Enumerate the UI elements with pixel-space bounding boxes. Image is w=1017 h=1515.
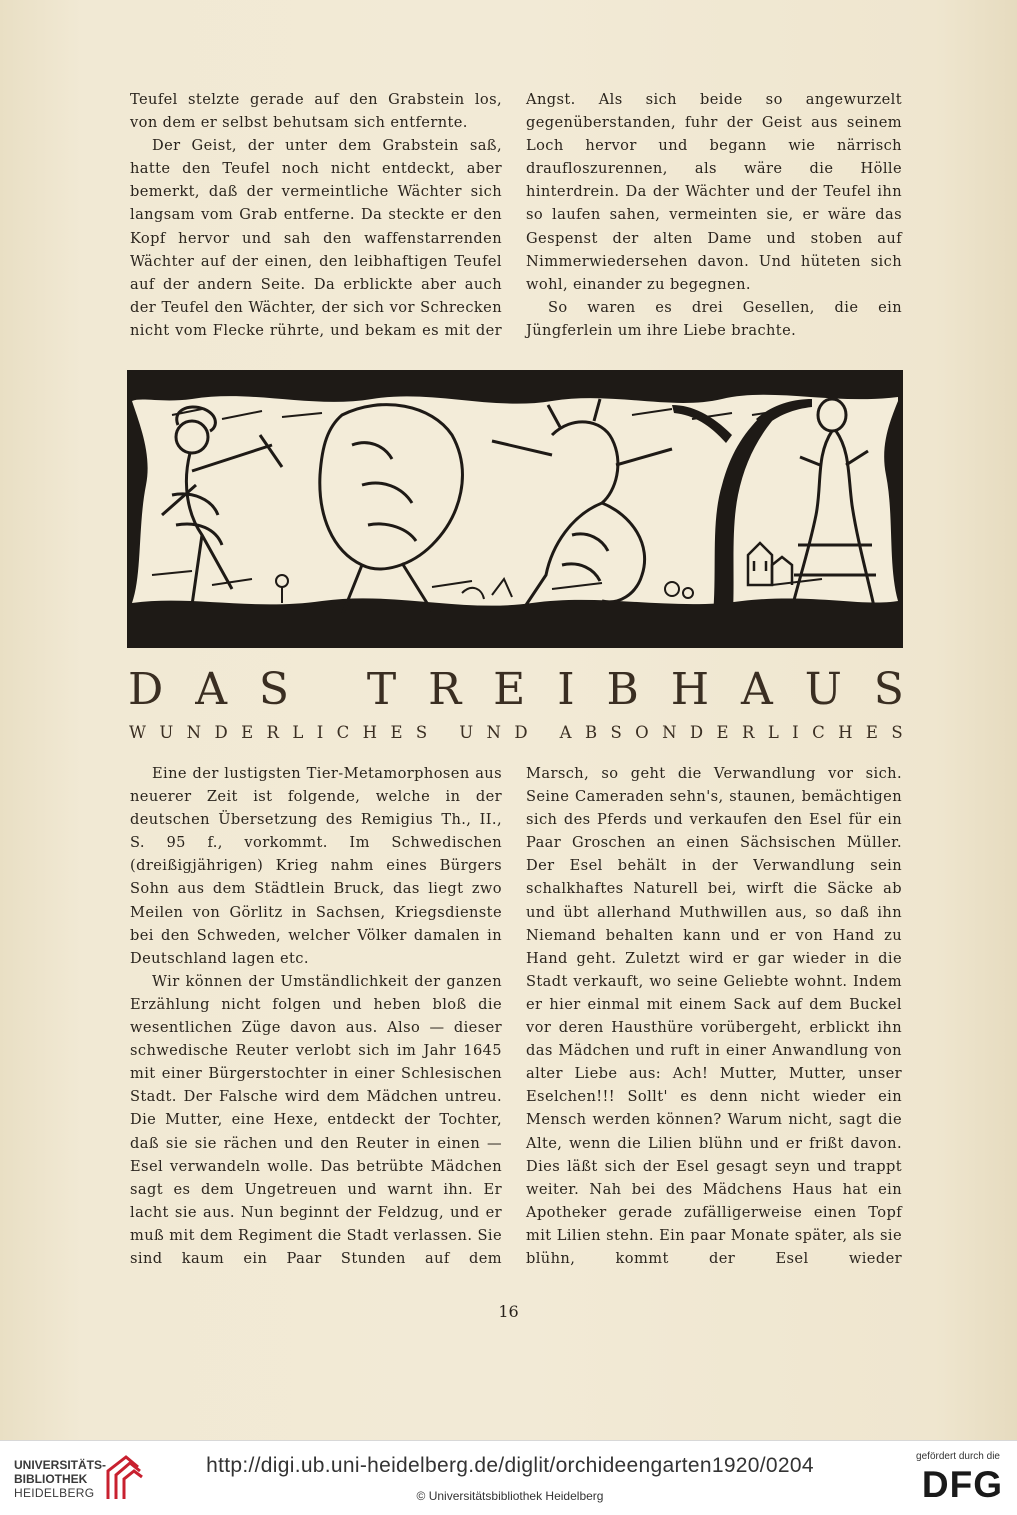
subtitle-letter: I bbox=[316, 723, 324, 742]
subtitle-letter: R bbox=[266, 723, 279, 742]
title-letter: A bbox=[195, 664, 227, 715]
dfg-logo[interactable]: DFG bbox=[921, 1464, 1003, 1505]
subtitle-letter: L bbox=[767, 723, 779, 742]
viewer-footer bbox=[0, 1440, 1017, 1515]
subtitle-letter: D bbox=[514, 723, 528, 742]
subtitle-letter: N bbox=[186, 723, 202, 742]
subtitle-letter: S bbox=[415, 723, 428, 742]
paragraph: Teufel stelzte gerade auf den Grabstein los, von dem er selbst behutsam sich entfernte. bbox=[130, 91, 502, 132]
copyright-notice: © Universitätsbibliothek Heidelberg bbox=[416, 1489, 604, 1503]
subtitle-letter: N bbox=[486, 723, 501, 742]
title-letter: I bbox=[557, 664, 575, 715]
page-number: 16 bbox=[498, 1302, 519, 1321]
paragraph: Angst. Als sich beide so angewurzelt gegenüberstanden, fuhr der Geist aus seinem Loch hervor und begann wie närrisch draufloszurennen, als wäre die Hölle hinterdrein. Da der Wächter und der Teufel ihn so laufen sahen, vermeinten sie, er wäre das Gespenst der alten Dame und stoben auf Nimmerwiedersehen davon. Und hüteten sich wohl, einander zu begegnen. bbox=[526, 91, 902, 293]
title-letter: A bbox=[741, 664, 773, 715]
subtitle-letter: E bbox=[241, 723, 254, 742]
section-subtitle bbox=[129, 722, 903, 744]
paragraph: Marsch, so geht die Verwandlung vor sich. Seine Cameraden sehn's, staunen, bemächtigen sich des Pferds und verkaufen den Esel für ein Paar Groschen an einen Sächsischen Müller. Der Esel behält in der Verwandlung sein schalkhaftes Naturell bei, wirft die Säcke ab und übt allerhand Muthwillen aus, so daß ihn Niemand behalten kann und er von Hand zu Hand geht. Zuletzt wird er gar wieder in die Stadt verkauft, wo seine Geliebte wohnt. Indem er hier einmal mit einem Sack auf dem Buckel vor deren Hausthüre vorübergeht, erblickt ihn das Mädchen und ruft in einer Anwandlung von alter Liebe aus: Ach! Mutter, Mutter, unser Eselchen!!! Sollt' es denn nicht wieder ein Mensch werden können? Warum nicht, sagt die Alte, wenn die Lilien blühn und er frißt davon. Dies läßt sich der Esel gesagt seyn und trappt weiter. Nah bei des Mädchens Haus hat ein Apotheker gerade zufälligerweise einen Topf mit Lilien stehn. Ein paar Monate später, als sie blühn, kommt der Esel wieder bbox=[526, 765, 902, 1267]
subtitle-letter bbox=[441, 722, 446, 744]
library-name-line1: UNIVERSITÄTS- bbox=[14, 1458, 107, 1472]
lower-left-column bbox=[130, 762, 502, 1270]
subtitle-letter: E bbox=[716, 723, 729, 742]
subtitle-letter: L bbox=[292, 723, 304, 742]
title-letter: U bbox=[804, 664, 842, 715]
subtitle-letter: U bbox=[159, 723, 174, 742]
subtitle-letter: H bbox=[362, 723, 378, 742]
subtitle-letter: S bbox=[610, 723, 622, 742]
subtitle-letter: N bbox=[662, 723, 677, 742]
subtitle-letter: O bbox=[635, 723, 649, 742]
subtitle-letter: D bbox=[214, 723, 228, 742]
paragraph: Eine der lustigsten Tier-Metamorphosen aus neuerer Zeit ist folgende, welche in der deutschen Übersetzung des Remigius Th., II., S. 95 f., vorkommt. Im Schwedischen (dreißigjährigen) Krieg nahm eines Bürgers Sohn aus dem Städtlein Bruck, das liegt zwo Meilen von Görlitz in Sachsen, Kriegsdienste bei den Schweden, welcher Völker damalen in Deutschland lagen etc. bbox=[130, 765, 502, 967]
title-letter: S bbox=[873, 664, 904, 715]
lower-right-column bbox=[526, 762, 902, 1270]
library-name[interactable] bbox=[14, 1458, 106, 1500]
upper-left-column bbox=[130, 88, 502, 342]
paragraph: Wir können der Umständlichkeit der ganzen Erzählung nicht folgen und heben bloß die wesentlichen Züge davon aus. Also — dieser schwedische Reuter verlobt sich im Jahr 1645 mit einer Bürgerstochter in einer Schlesischen Stadt. Der Falsche wird dem Mädchen untreu. Die Mutter, eine Hexe, entdeckt der Tochter, daß sie sie rächen und den Reuter in einen — Esel verwandeln wolle. Das betrübte Mädchen sagt es dem Ungetreuen und warnt ihn. Er lacht sie aus. Nun beginnt der Feldzug, und er muß mit dem Regiment die Stadt verlassen. Sie sind kaum ein Paar Stunden auf dem bbox=[130, 972, 502, 1267]
funding-note: gefördert durch die bbox=[916, 1451, 1000, 1462]
library-logo-icon[interactable] bbox=[102, 1453, 144, 1505]
subtitle-letter: H bbox=[838, 723, 853, 742]
title-letter: E bbox=[493, 664, 526, 715]
subtitle-letter: C bbox=[812, 723, 825, 742]
title-letter: T bbox=[366, 664, 397, 715]
upper-right-column bbox=[526, 88, 902, 342]
library-name-line2: BIBLIOTHEK bbox=[14, 1472, 88, 1486]
subtitle-letter: U bbox=[459, 723, 474, 742]
title-letter: D bbox=[128, 664, 164, 715]
subtitle-letter: I bbox=[792, 723, 799, 742]
subtitle-letter: D bbox=[689, 723, 704, 742]
title-letter: B bbox=[606, 664, 639, 715]
subtitle-letter: E bbox=[865, 723, 878, 742]
title-letter: S bbox=[258, 664, 290, 715]
subtitle-letter: W bbox=[129, 723, 146, 742]
permalink-url[interactable]: http://digi.ub.uni-heidelberg.de/diglit/orchideengarten1920/0204 bbox=[206, 1454, 814, 1477]
title-letter: H bbox=[670, 664, 710, 715]
library-name-line3: HEIDELBERG bbox=[14, 1486, 95, 1500]
paragraph: So waren es drei Gesellen, die ein Jüngferlein um ihre Liebe brachte. bbox=[526, 298, 902, 339]
subtitle-letter: R bbox=[741, 723, 755, 742]
section-title bbox=[128, 665, 904, 715]
title-letter bbox=[321, 665, 335, 715]
title-letter: R bbox=[428, 664, 462, 715]
subtitle-letter: C bbox=[336, 723, 350, 742]
subtitle-letter bbox=[541, 722, 546, 744]
woodcut-drawing bbox=[132, 375, 898, 643]
woodcut-illustration bbox=[127, 370, 903, 648]
paragraph: Der Geist, der unter dem Grabstein saß, hatte den Teufel noch nicht entdeckt, aber bemerkt, daß der vermeintliche Wächter sich langsam vom Grab entferne. Da steckte er den Kopf hervor und sah den waffenstarrenden Wächter auf der einen, den leibhaftigen Teufel auf der andern Seite. Da erblickte aber auch der Teufel den Wächter, der sich vor Schrecken nicht vom Flecke rührte, und bekam es mit der bbox=[130, 137, 502, 339]
subtitle-letter: A bbox=[559, 723, 572, 742]
subtitle-letter: E bbox=[390, 723, 403, 742]
subtitle-letter: S bbox=[891, 723, 903, 742]
subtitle-letter: B bbox=[584, 723, 598, 742]
